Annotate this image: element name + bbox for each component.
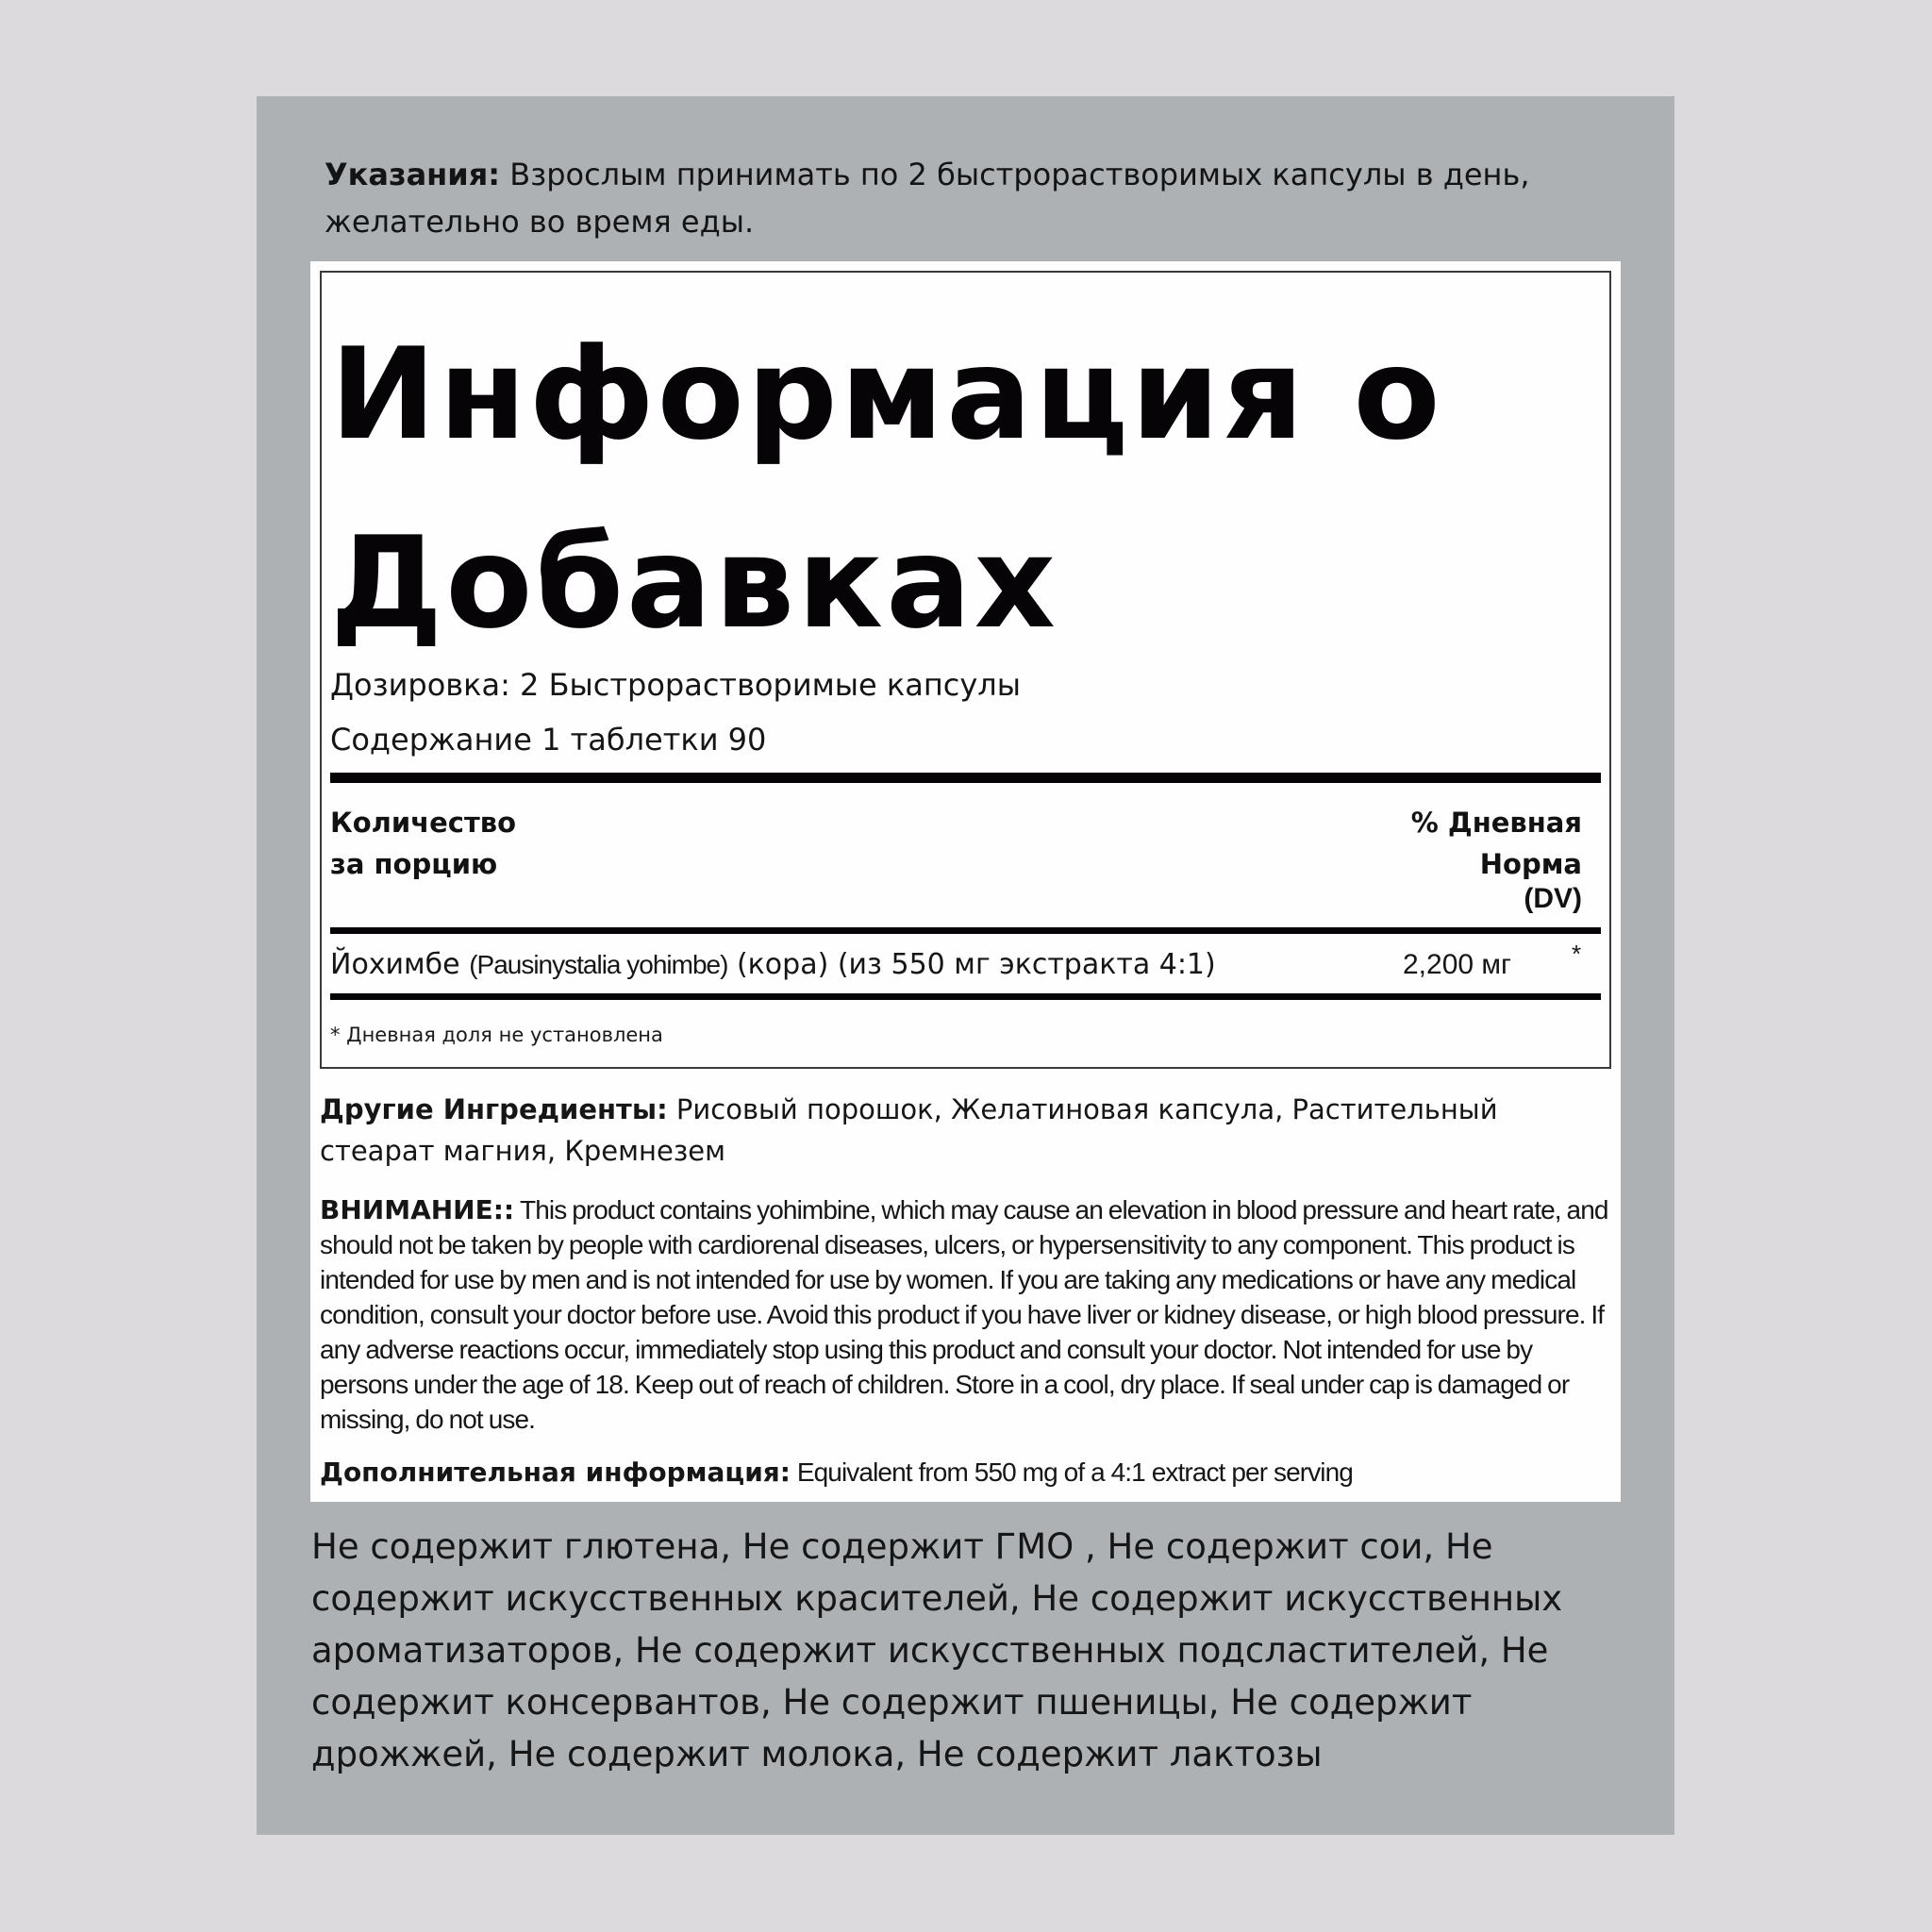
ingredient-name-ru: Йохимбе bbox=[330, 948, 470, 981]
facts-title-line1: Информация о bbox=[330, 321, 1443, 468]
other-ingredients-label: Другие Ингредиенты: bbox=[320, 1093, 668, 1125]
additional-info-label: Дополнительная информация: bbox=[320, 1457, 791, 1488]
warning-label: ВНИМАНИЕ:: bbox=[320, 1194, 515, 1225]
dv-header-line3: (DV) bbox=[1524, 883, 1582, 914]
facts-title-line2: Добавках bbox=[330, 509, 1058, 657]
dv-header-line2: Норма bbox=[1479, 848, 1582, 880]
directions-text: Взрослым принимать по 2 быстрорастворимых капсулы в день, желательно во время еды. bbox=[325, 157, 1530, 240]
additional-info bbox=[320, 1456, 1612, 1490]
ingredient-name-detail: (кора) (из 550 мг экстракта 4:1) bbox=[727, 948, 1216, 981]
directions-label: Указания: bbox=[325, 157, 501, 192]
amount-per-serving-header bbox=[330, 802, 516, 885]
daily-value-header bbox=[1411, 802, 1582, 913]
other-ingredients-text: Рисовый порошок, Желатиновая капсула, Растительный стеарат магния, Кремнезем bbox=[320, 1093, 1498, 1167]
amount-header-line2: за порцию bbox=[330, 848, 498, 880]
header-divider bbox=[330, 927, 1601, 934]
serving-size: Дозировка: 2 Быстрорастворимые капсулы bbox=[330, 667, 1021, 703]
additional-info-text: Equivalent from 550 mg of a 4:1 extract per serving bbox=[790, 1457, 1353, 1487]
ingredient-amount: 2,200 мг bbox=[1403, 949, 1511, 980]
facts-title bbox=[330, 300, 1594, 677]
ingredient-name-latin: (Pausinystalia yohimbe) bbox=[469, 950, 728, 979]
directions bbox=[325, 151, 1589, 245]
dv-header-line1: % Дневная bbox=[1410, 807, 1582, 839]
amount-header-line1: Количество bbox=[330, 807, 517, 839]
row-divider bbox=[330, 993, 1601, 1000]
ingredient-dv: * bbox=[1572, 940, 1582, 968]
other-ingredients bbox=[320, 1089, 1612, 1172]
dv-footnote: * Дневная доля не установлена bbox=[330, 1024, 663, 1046]
free-from-claims: Не содержит глютена, Не содержит ГМО , Не содержит сои, Не содержит искусственных красителей, Не содержит искусственных ароматизаторов, Не содержит искусственных подсластителей, Не содержит консервантов, Не содержит пшеницы, Не содержит дрожжей, Не содержит молока, Не содержит лактозы bbox=[311, 1526, 1563, 1774]
servings-per-container: Содержание 1 таблетки 90 bbox=[330, 722, 767, 758]
warning bbox=[320, 1192, 1612, 1437]
warning-text: This product contains yohimbine, which may cause an elevation in blood pressure and heart rate, and should not be taken by people with cardiorenal diseases, ulcers, or hypersensitivity to any component. This product is intended for use by men and is not intended for use by women. If you are taking any medications or have any medical condition, consult your doctor before use. Avoid this product if you have liver or kidney disease, or high blood pressure. If any adverse reactions occur, immediately stop using this product and consult your doctor. Not intended for use by persons under the age of 18. Keep out of reach of children. Store in a cool, dry place. If seal under cap is damaged or missing, do not use. bbox=[320, 1195, 1608, 1434]
thick-divider bbox=[330, 773, 1601, 783]
ingredient-name bbox=[330, 946, 1216, 984]
